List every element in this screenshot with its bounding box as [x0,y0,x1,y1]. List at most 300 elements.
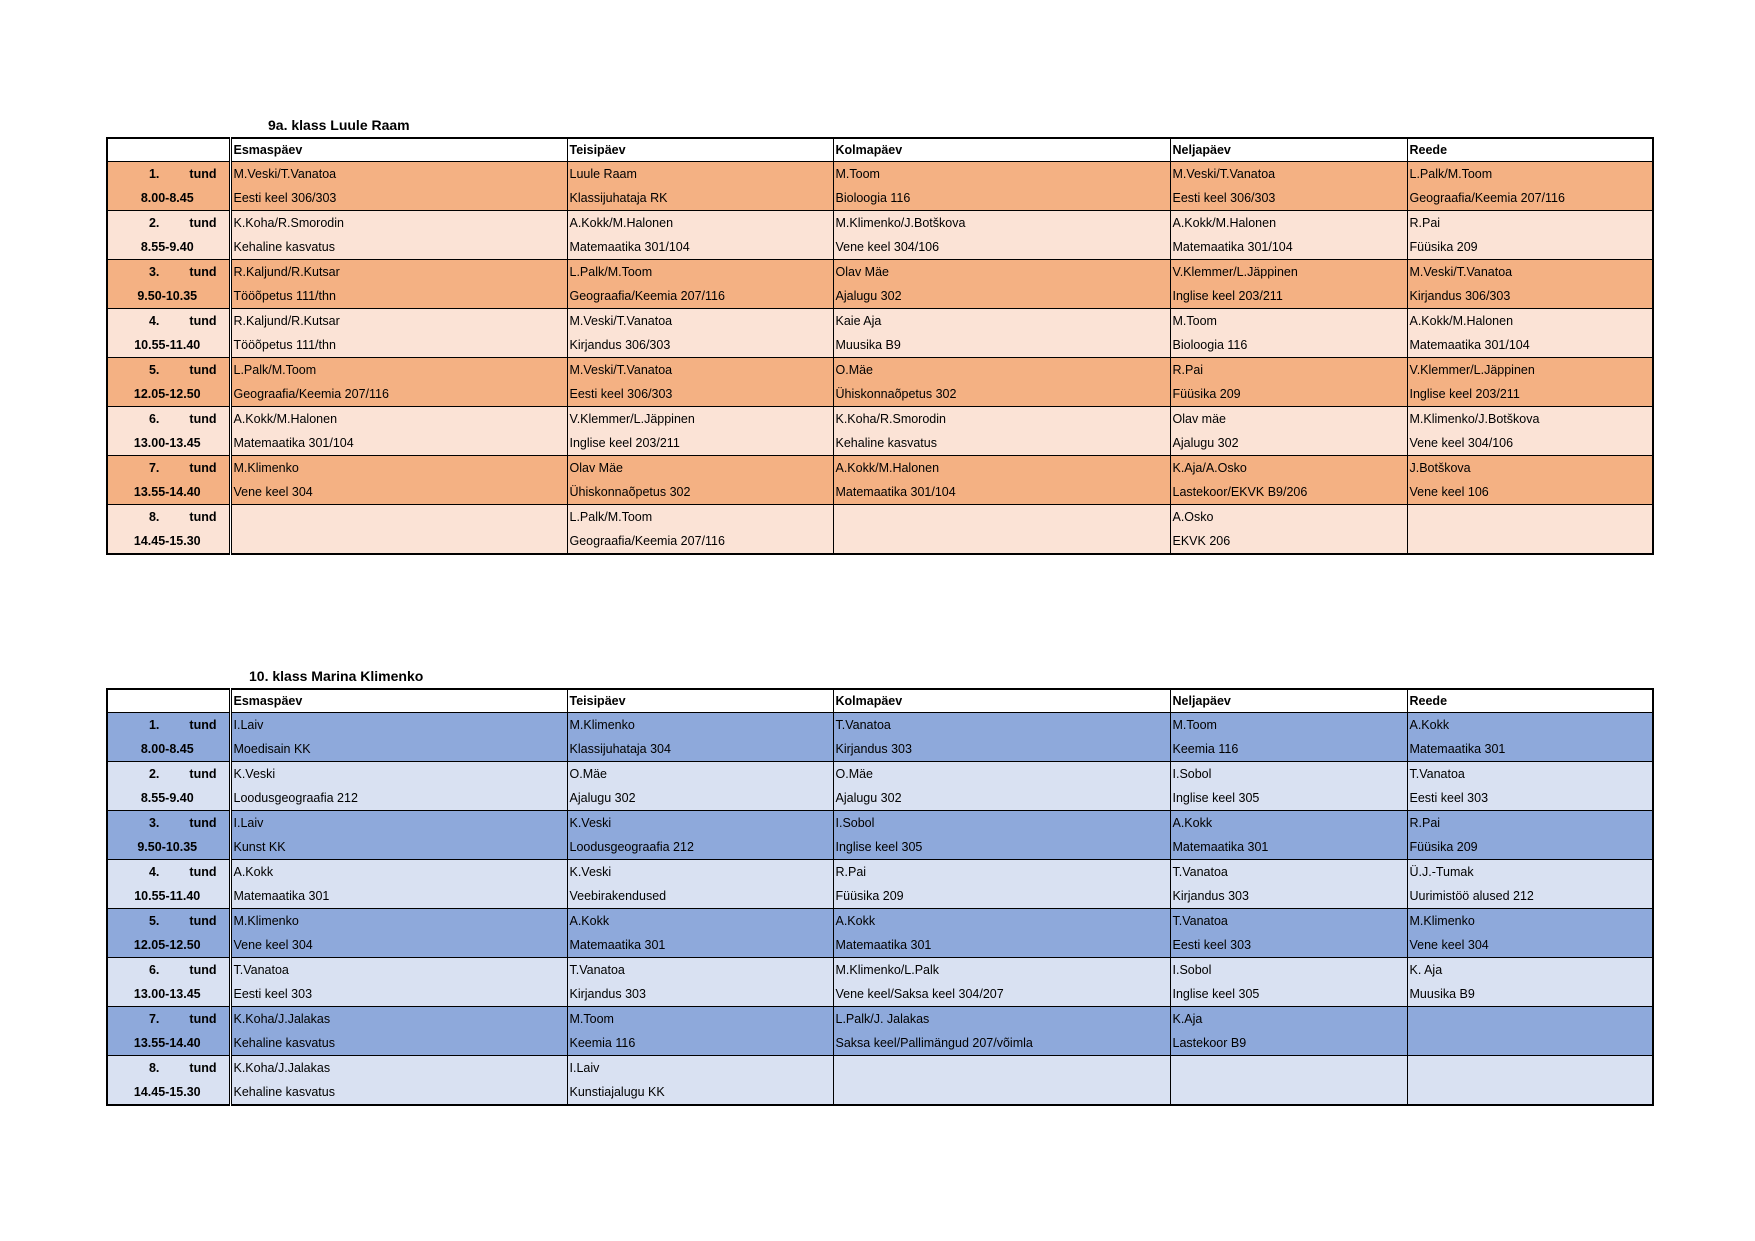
lesson-cell [230,358,567,407]
lesson-row [107,860,1653,909]
lesson-cell [1407,762,1653,811]
lesson-cell [1407,456,1653,505]
teacher-name [1410,505,1651,529]
lesson-row [107,162,1653,211]
lesson-row [107,713,1653,762]
lesson-time: 10.55-11.40 [134,889,201,903]
subject-room: Inglise keel 203/211 [1409,387,1520,401]
teacher-name: A.Kokk [233,865,274,879]
teacher-name: A.Kokk [1172,816,1213,830]
teacher-name: M.Toom [569,1012,614,1026]
teacher-name: M.Klimenko [569,718,635,732]
subject-room: Kunstiajalugu KK [569,1085,665,1099]
period-label: tund [189,461,217,475]
lesson-time: 14.45-15.30 [133,1085,201,1099]
lesson-cell [567,1056,833,1106]
period-number: 1. [148,167,160,181]
lesson-cell [1170,909,1407,958]
lesson-time-cell [107,909,230,958]
lesson-time-cell [107,407,230,456]
teacher-name: M.Klimenko/J.Botškova [835,216,966,230]
period-number: 5. [148,914,160,928]
subject-room: Muusika B9 [835,338,901,352]
teacher-name: M.Klimenko/J.Botškova [1409,412,1540,426]
lesson-cell [1407,260,1653,309]
teacher-name: J.Botškova [1409,461,1471,475]
period-label: tund [189,412,217,426]
lesson-time: 8.00-8.45 [140,742,194,756]
lesson-time-cell [107,211,230,260]
lesson-time-cell [107,860,230,909]
lesson-number [110,260,217,284]
subject-room: Geograafia/Keemia 207/116 [569,534,725,548]
period-label: tund [189,865,217,879]
lesson-cell [567,260,833,309]
subject-room: Uurimistöö alused 212 [1409,889,1534,903]
period-number: 1. [148,718,160,732]
teacher-name: M.Klimenko [1409,914,1475,928]
teacher-name: M.Toom [835,167,880,181]
subject-room: Loodusgeograafia 212 [233,791,358,805]
subject-room: Kirjandus 306/303 [1409,289,1511,303]
teacher-name: Kaie Aja [835,314,882,328]
subject-room: Vene keel 304 [233,938,313,952]
lesson-number [110,1056,217,1080]
lesson-cell [567,860,833,909]
lesson-time-cell [107,1056,230,1106]
subject-room: Füüsika 209 [1409,840,1478,854]
schedule-title: 10. klass Marina Klimenko [249,668,424,684]
lesson-cell [833,505,1170,555]
teacher-name: A.Kokk [835,914,876,928]
teacher-name: M.Toom [1172,718,1217,732]
subject-room: Kehaline kasvatus [233,1036,335,1050]
lesson-number [110,407,217,431]
teacher-name: R.Kaljund/R.Kutsar [233,265,340,279]
lesson-cell [230,1056,567,1106]
subject-room: Geograafia/Keemia 207/116 [1409,191,1565,205]
teacher-name: T.Vanatoa [1409,767,1465,781]
lesson-number [110,456,217,480]
subject-room: Matemaatika 301/104 [1172,240,1293,254]
teacher-name: M.Veski/T.Vanatoa [1172,167,1276,181]
teacher-name: Olav mäe [1172,412,1226,426]
teacher-name: L.Palk/M.Toom [233,363,317,377]
period-label: tund [189,963,217,977]
teacher-name: K.Veski [569,865,612,879]
lesson-cell [567,909,833,958]
teacher-name: Olav Mäe [569,461,623,475]
lesson-cell [567,407,833,456]
teacher-name: T.Vanatoa [569,963,625,977]
lesson-row [107,211,1653,260]
subject-room: Ajalugu 302 [835,289,902,303]
subject-room: Inglise keel 305 [835,840,923,854]
period-label: tund [189,167,217,181]
teacher-name [1410,1056,1651,1080]
subject-room [234,529,565,553]
period-number: 4. [148,865,160,879]
teacher-name: R.Kaljund/R.Kutsar [233,314,340,328]
lesson-cell [230,407,567,456]
lesson-cell [567,456,833,505]
subject-room: Tööõpetus 111/thn [233,338,336,352]
subject-room [836,529,1168,553]
period-label: tund [189,914,217,928]
teacher-name [1410,1007,1651,1031]
teacher-name: R.Pai [1409,816,1441,830]
header-row [107,138,1653,162]
subject-room: Moedisain KK [233,742,311,756]
day-header: Esmaspäev [230,138,567,162]
corner-cell [107,138,230,162]
day-header: Neljapäev [1170,138,1407,162]
subject-room: Matemaatika 301/104 [569,240,690,254]
teacher-name: L.Palk/J. Jalakas [835,1012,930,1026]
teacher-name: R.Pai [1172,363,1204,377]
lesson-number [110,860,217,884]
lesson-time: 13.55-14.40 [133,1036,201,1050]
teacher-name: K.Koha/J.Jalakas [233,1012,331,1026]
subject-room: Inglise keel 305 [1172,987,1260,1001]
timetable [106,688,1654,1106]
lesson-time-cell [107,162,230,211]
lesson-time-cell [107,762,230,811]
lesson-cell [230,762,567,811]
lesson-cell [1407,1007,1653,1056]
lesson-row [107,505,1653,555]
lesson-cell [567,358,833,407]
lesson-row [107,309,1653,358]
day-header: Reede [1407,138,1653,162]
lesson-number [110,1007,217,1031]
subject-room: Ühiskonnaõpetus 302 [569,485,691,499]
teacher-name: M.Veski/T.Vanatoa [233,167,337,181]
lesson-number [110,162,217,186]
lesson-number [110,713,217,737]
teacher-name: I.Sobol [835,816,875,830]
lesson-cell [567,162,833,211]
subject-room: Ühiskonnaõpetus 302 [835,387,957,401]
lesson-cell [230,309,567,358]
timetable [106,137,1654,555]
teacher-name: K.Koha/J.Jalakas [233,1061,331,1075]
teacher-name: O.Mäe [569,767,608,781]
teacher-name: A.Kokk/M.Halonen [835,461,940,475]
teacher-name: Ü.J.-Tumak [1409,865,1474,879]
lesson-cell [230,958,567,1007]
lesson-cell [1407,958,1653,1007]
subject-room: Inglise keel 305 [1172,791,1260,805]
subject-room: Veebirakendused [569,889,667,903]
lesson-cell [567,1007,833,1056]
teacher-name: T.Vanatoa [1172,865,1228,879]
subject-room [836,1080,1168,1104]
teacher-name: A.Kokk/M.Halonen [569,216,674,230]
lesson-row [107,358,1653,407]
teacher-name: K.Koha/R.Smorodin [233,216,344,230]
teacher-name [836,505,1168,529]
subject-room [1410,1031,1651,1055]
lesson-number [110,762,217,786]
teacher-name: I.Sobol [1172,963,1212,977]
lesson-number [110,811,217,835]
lesson-cell [833,762,1170,811]
lesson-time: 8.00-8.45 [140,191,194,205]
subject-room: Eesti keel 303 [233,987,313,1001]
day-header: Esmaspäev [230,689,567,713]
lesson-cell [833,1007,1170,1056]
lesson-cell [1170,1007,1407,1056]
period-label: tund [189,1012,217,1026]
teacher-name: M.Veski/T.Vanatoa [569,363,673,377]
lesson-time: 12.05-12.50 [133,938,201,952]
lesson-cell [567,762,833,811]
lesson-cell [567,309,833,358]
subject-room: Matemaatika 301/104 [835,485,956,499]
teacher-name: M.Klimenko/L.Palk [835,963,940,977]
teacher-name: L.Palk/M.Toom [569,510,653,524]
subject-room: Inglise keel 203/211 [1172,289,1283,303]
lesson-cell [230,211,567,260]
teacher-name: A.Kokk [569,914,610,928]
lesson-time-cell [107,260,230,309]
lesson-number [110,505,217,529]
teacher-name: V.Klemmer/L.Jäppinen [1172,265,1298,279]
lesson-time: 9.50-10.35 [137,840,198,854]
lesson-cell [1407,713,1653,762]
teacher-name: I.Laiv [233,718,264,732]
teacher-name: K.Aja/A.Osko [1172,461,1247,475]
lesson-cell [230,1007,567,1056]
teacher-name: A.Kokk/M.Halonen [233,412,338,426]
teacher-name [1173,1056,1405,1080]
subject-room: Matemaatika 301 [1409,742,1506,756]
lesson-number [110,211,217,235]
lesson-cell [230,260,567,309]
lesson-cell [567,211,833,260]
teacher-name: R.Pai [1409,216,1441,230]
lesson-number [110,309,217,333]
lesson-cell [833,260,1170,309]
subject-room: EKVK 206 [1172,534,1231,548]
lesson-cell [833,1056,1170,1106]
lesson-cell [833,211,1170,260]
subject-room: Geograafia/Keemia 207/116 [569,289,725,303]
lesson-cell [1170,1056,1407,1106]
lesson-row [107,260,1653,309]
period-label: tund [189,314,217,328]
teacher-name: A.Kokk/M.Halonen [1409,314,1514,328]
lesson-cell [230,811,567,860]
teacher-name: I.Laiv [569,1061,600,1075]
lesson-cell [230,909,567,958]
subject-room: Kunst KK [233,840,286,854]
lesson-cell [833,358,1170,407]
period-number: 7. [148,461,160,475]
period-label: tund [189,216,217,230]
period-label: tund [189,510,217,524]
period-number: 3. [148,265,160,279]
lesson-row [107,1007,1653,1056]
period-number: 2. [148,767,160,781]
lesson-cell [1407,407,1653,456]
lesson-cell [567,505,833,555]
lesson-cell [1170,407,1407,456]
subject-room: Klassijuhataja 304 [569,742,671,756]
subject-room: Muusika B9 [1409,987,1475,1001]
subject-room: Klassijuhataja RK [569,191,668,205]
teacher-name: O.Mäe [835,363,874,377]
subject-room: Kirjandus 306/303 [569,338,671,352]
subject-room: Geograafia/Keemia 207/116 [233,387,389,401]
day-header: Neljapäev [1170,689,1407,713]
lesson-cell [1407,211,1653,260]
lesson-time-cell [107,811,230,860]
subject-room: Matemaatika 301/104 [1409,338,1530,352]
lesson-cell [833,713,1170,762]
lesson-cell [1170,505,1407,555]
corner-cell [107,689,230,713]
teacher-name: Olav Mäe [835,265,889,279]
subject-room: Vene keel 304 [1409,938,1489,952]
lesson-time: 13.55-14.40 [133,485,201,499]
subject-room: Kehaline kasvatus [233,1085,335,1099]
lesson-cell [1170,211,1407,260]
lesson-cell [833,909,1170,958]
subject-room: Lastekoor/EKVK B9/206 [1172,485,1308,499]
lesson-cell [833,162,1170,211]
period-label: tund [189,1061,217,1075]
teacher-name [836,1056,1168,1080]
lesson-cell [1407,162,1653,211]
lesson-cell [1170,358,1407,407]
lesson-cell [833,958,1170,1007]
lesson-row [107,762,1653,811]
lesson-time: 10.55-11.40 [134,338,201,352]
period-label: tund [189,363,217,377]
subject-room: Lastekoor B9 [1172,1036,1247,1050]
teacher-name: K.Aja [1172,1012,1203,1026]
lesson-cell [567,713,833,762]
period-label: tund [189,265,217,279]
period-label: tund [189,816,217,830]
teacher-name: A.Kokk [1409,718,1450,732]
lesson-cell [230,456,567,505]
subject-room: Eesti keel 306/303 [233,191,337,205]
period-label: tund [189,767,217,781]
teacher-name: T.Vanatoa [1172,914,1228,928]
lesson-cell [1170,713,1407,762]
lesson-cell [1170,762,1407,811]
lesson-cell [230,713,567,762]
subject-room [1173,1080,1405,1104]
period-number: 2. [148,216,160,230]
lesson-time-cell [107,1007,230,1056]
lesson-cell [833,309,1170,358]
lesson-cell [1407,860,1653,909]
teacher-name: V.Klemmer/L.Jäppinen [1409,363,1535,377]
subject-room: Füüsika 209 [835,889,904,903]
lesson-cell [1170,456,1407,505]
period-label: tund [189,718,217,732]
subject-room: Ajalugu 302 [569,791,636,805]
subject-room [1410,529,1651,553]
teacher-name: K. Aja [1409,963,1443,977]
subject-room: Bioloogia 116 [835,191,911,205]
lesson-cell [1407,909,1653,958]
lesson-cell [567,958,833,1007]
teacher-name: M.Veski/T.Vanatoa [1409,265,1513,279]
lesson-cell [1170,309,1407,358]
subject-room: Kirjandus 303 [1172,889,1249,903]
lesson-time: 8.55-9.40 [140,791,194,805]
lesson-row [107,811,1653,860]
subject-room: Tööõpetus 111/thn [233,289,336,303]
lesson-cell [1407,811,1653,860]
teacher-name: O.Mäe [835,767,874,781]
day-header: Kolmapäev [833,138,1170,162]
subject-room: Inglise keel 203/211 [569,436,680,450]
teacher-name: R.Pai [835,865,867,879]
subject-room: Matemaatika 301 [1172,840,1269,854]
period-number: 6. [148,412,160,426]
subject-room: Matemaatika 301/104 [233,436,354,450]
teacher-name: K.Koha/R.Smorodin [835,412,946,426]
lesson-row [107,958,1653,1007]
day-header: Kolmapäev [833,689,1170,713]
period-number: 8. [148,1061,160,1075]
lesson-cell [833,860,1170,909]
day-header: Teisipäev [567,689,833,713]
teacher-name: Luule Raam [569,167,637,181]
teacher-name: M.Klimenko [233,461,299,475]
teacher-name: M.Veski/T.Vanatoa [569,314,673,328]
subject-room: Eesti keel 303 [1172,938,1252,952]
teacher-name: A.Osko [1172,510,1214,524]
subject-room: Kehaline kasvatus [835,436,937,450]
lesson-cell [1170,958,1407,1007]
teacher-name: T.Vanatoa [835,718,891,732]
subject-room: Ajalugu 302 [835,791,902,805]
lesson-cell [1407,1056,1653,1106]
lesson-number [110,909,217,933]
lesson-cell [1170,162,1407,211]
lesson-cell [833,811,1170,860]
lesson-time-cell [107,505,230,555]
lesson-row [107,407,1653,456]
subject-room: Vene keel 106 [1409,485,1489,499]
teacher-name: A.Kokk/M.Halonen [1172,216,1277,230]
subject-room: Bioloogia 116 [1172,338,1248,352]
subject-room: Saksa keel/Pallimängud 207/võimla [835,1036,1033,1050]
teacher-name: T.Vanatoa [233,963,289,977]
lesson-time: 13.00-13.45 [133,436,201,450]
subject-room: Eesti keel 306/303 [569,387,673,401]
lesson-cell [1170,260,1407,309]
teacher-name: I.Sobol [1172,767,1212,781]
period-number: 8. [148,510,160,524]
teacher-name: M.Toom [1172,314,1217,328]
teacher-name: L.Palk/M.Toom [1409,167,1493,181]
lesson-cell [230,162,567,211]
lesson-cell [1170,811,1407,860]
lesson-row [107,1056,1653,1106]
subject-room: Füüsika 209 [1409,240,1478,254]
lesson-cell [567,811,833,860]
lesson-number [110,358,217,382]
lesson-cell [1170,860,1407,909]
